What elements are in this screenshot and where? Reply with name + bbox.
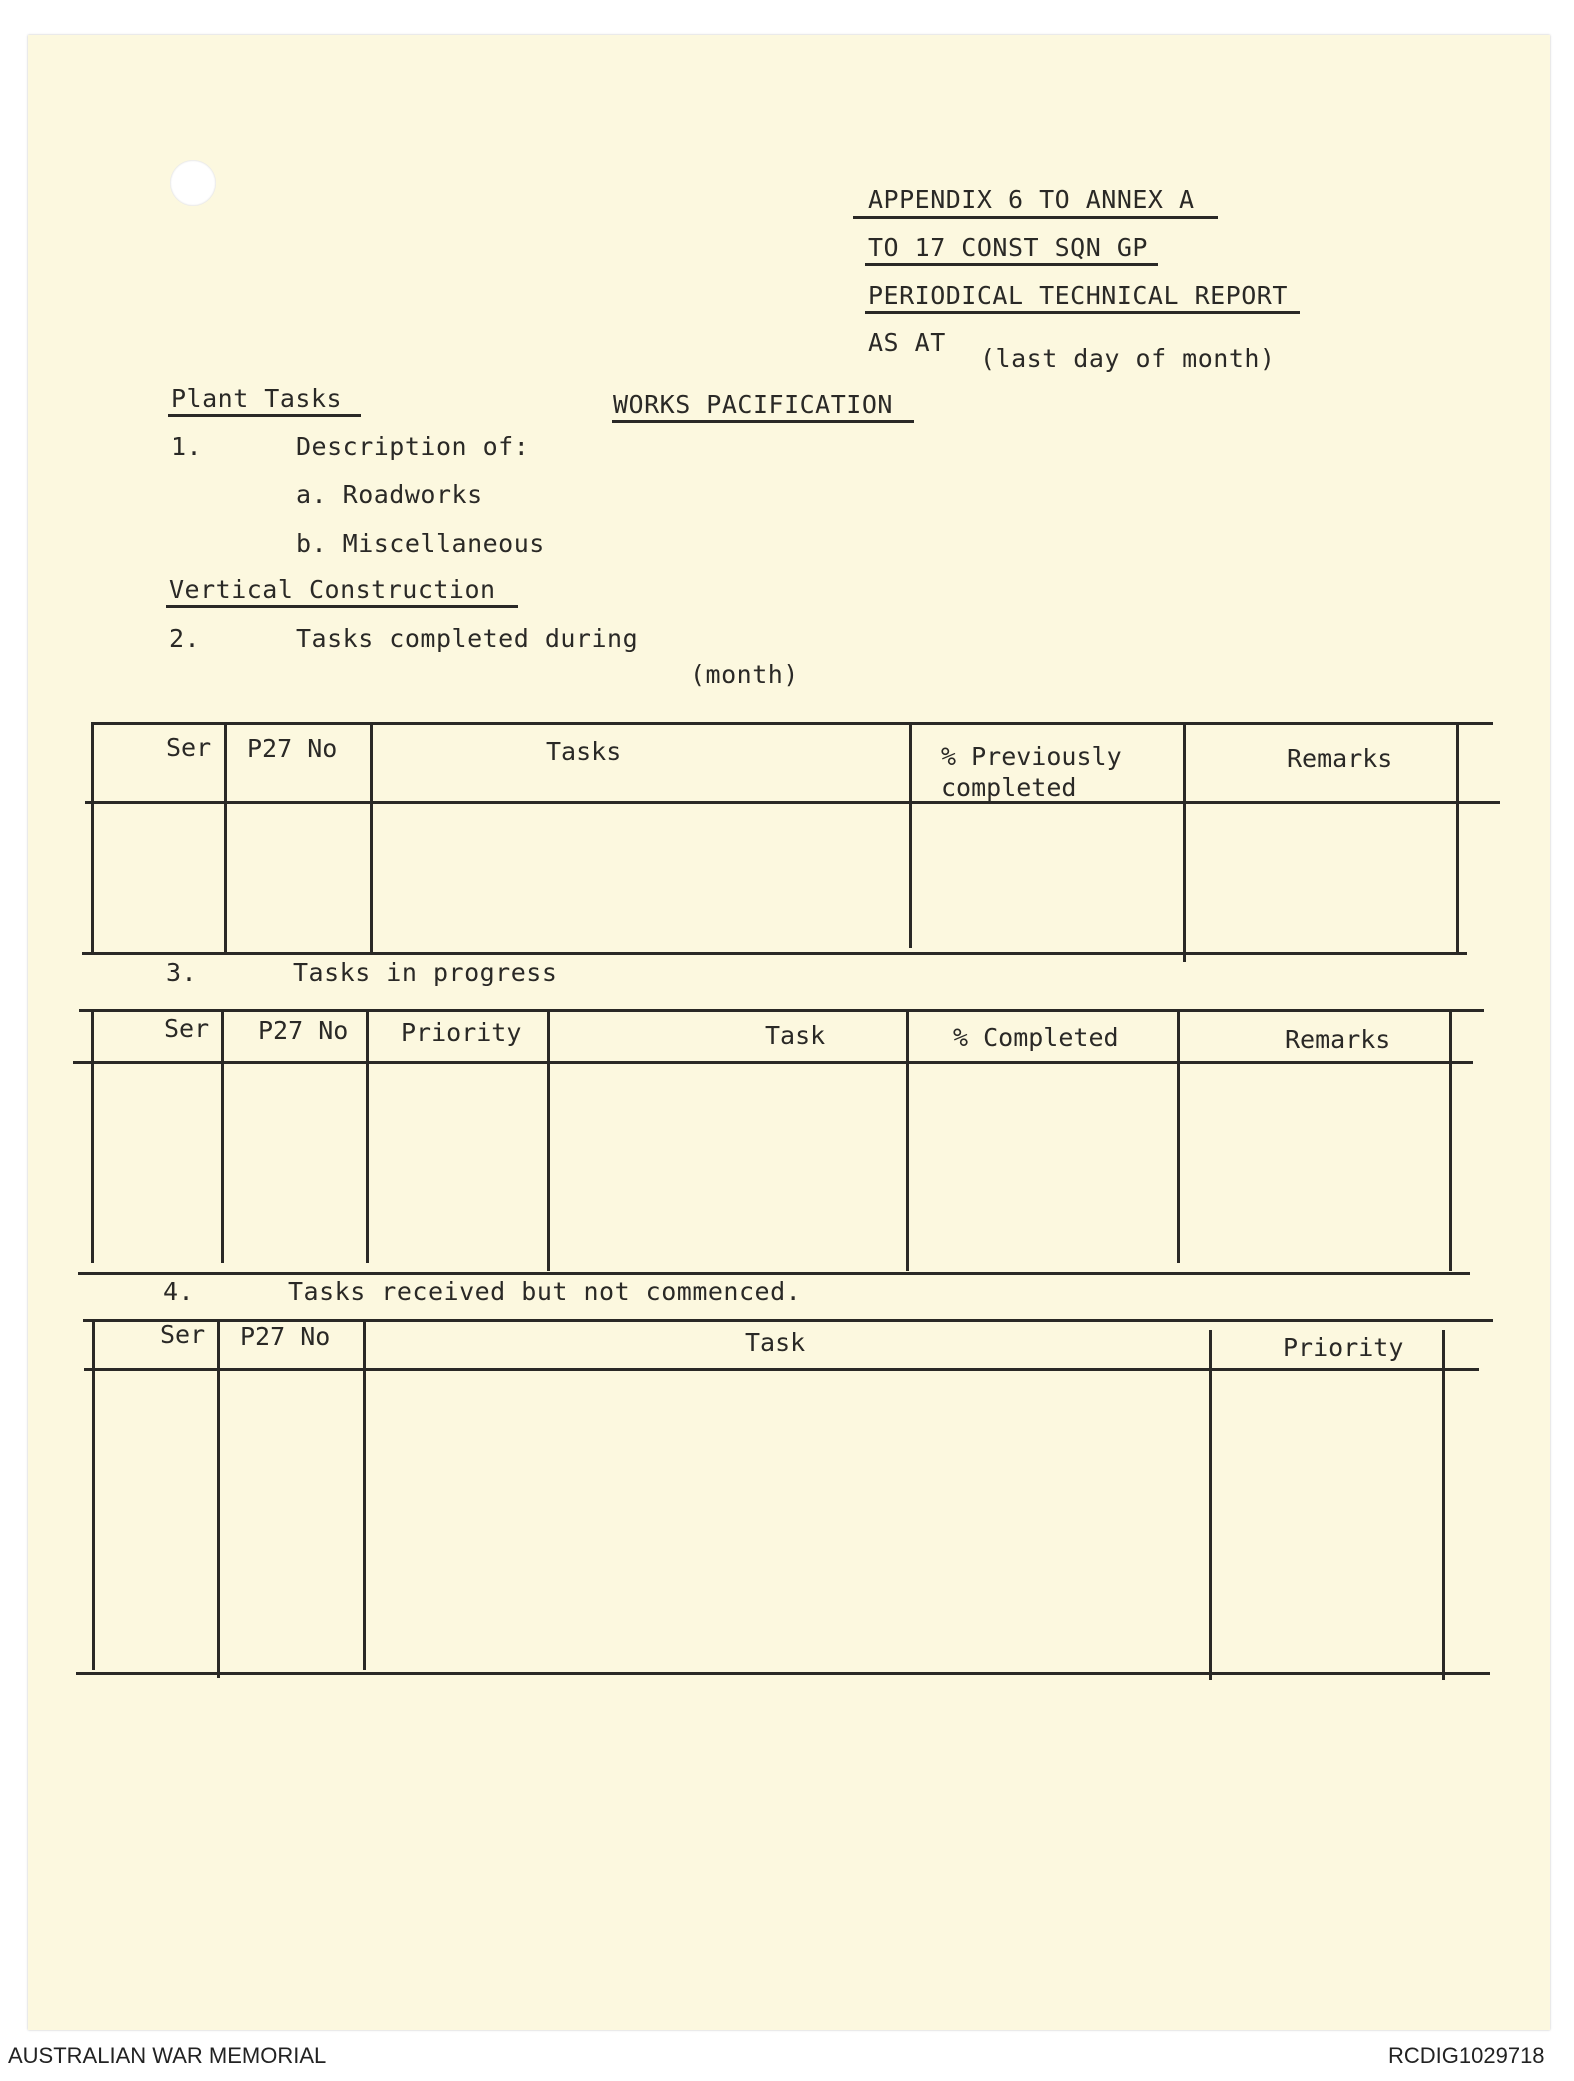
unit-line: TO 17 CONST SQN GP xyxy=(868,233,1148,262)
table1-divider xyxy=(224,722,227,954)
table3-divider xyxy=(363,1319,366,1670)
table3-bottom-rule xyxy=(76,1672,1490,1675)
col-remarks: Remarks xyxy=(1287,744,1393,773)
table2-border-left xyxy=(91,1009,94,1263)
col-priority: Priority xyxy=(401,1018,522,1047)
tasks-in-progress-label: Tasks in progress xyxy=(293,958,558,987)
description-label: Description of: xyxy=(296,432,530,461)
table2-border-right xyxy=(1449,1009,1452,1271)
table3-header-rule xyxy=(84,1368,1479,1371)
table2-bottom-rule xyxy=(78,1272,1470,1275)
col-task: Task xyxy=(765,1021,826,1050)
col-p27-no: P27 No xyxy=(240,1322,331,1351)
table2-divider xyxy=(547,1009,550,1271)
doc-title-underline xyxy=(612,420,914,423)
col-remarks: Remarks xyxy=(1285,1025,1391,1054)
table2-divider xyxy=(366,1009,369,1263)
vertical-construction-heading: Vertical Construction xyxy=(169,575,496,604)
col-previously-completed: completed xyxy=(941,773,1077,802)
table1-top-rule xyxy=(93,722,1493,725)
item-miscellaneous: b. Miscellaneous xyxy=(296,529,545,558)
punch-hole xyxy=(170,160,216,206)
table2-header-rule xyxy=(73,1061,1473,1064)
col-percent-completed: % Completed xyxy=(953,1023,1119,1052)
table1-border-left xyxy=(91,722,94,954)
table1-divider xyxy=(1183,722,1186,962)
footer-source: AUSTRALIAN WAR MEMORIAL xyxy=(8,2043,327,2068)
col-p27-no: P27 No xyxy=(247,734,338,763)
plant-tasks-heading: Plant Tasks xyxy=(171,384,343,413)
col-ser: Ser xyxy=(160,1320,206,1349)
table1-divider xyxy=(370,722,373,954)
section-4-number: 4. xyxy=(163,1277,195,1306)
col-ser: Ser xyxy=(164,1014,210,1043)
item-roadworks: a. Roadworks xyxy=(296,480,483,509)
col-tasks: Tasks xyxy=(546,737,622,766)
table3-border-left xyxy=(92,1319,95,1670)
col-ser: Ser xyxy=(166,733,212,762)
plant-tasks-underline xyxy=(168,414,361,417)
table3-divider xyxy=(1209,1330,1212,1680)
table2-top-rule xyxy=(79,1009,1484,1012)
table1-divider xyxy=(909,722,912,948)
table2-divider xyxy=(1177,1009,1180,1263)
section-2-number: 2. xyxy=(169,624,201,653)
col-previously: % Previously xyxy=(941,742,1122,771)
section-3-number: 3. xyxy=(166,958,198,987)
col-priority: Priority xyxy=(1283,1333,1404,1362)
as-at-label: AS AT xyxy=(868,328,946,357)
section-1-number: 1. xyxy=(171,432,203,461)
month-placeholder: (month) xyxy=(690,660,799,689)
table3-divider xyxy=(217,1319,220,1678)
report-title-underline xyxy=(865,311,1300,314)
footer-record-id: RCDIG1029718 xyxy=(1388,2043,1545,2068)
table3-border-right xyxy=(1442,1330,1445,1680)
table2-divider xyxy=(906,1009,909,1271)
as-at-note: (last day of month) xyxy=(980,344,1276,373)
appendix-line: APPENDIX 6 TO ANNEX A xyxy=(868,185,1195,214)
vertical-construction-underline xyxy=(166,605,518,608)
report-title: PERIODICAL TECHNICAL REPORT xyxy=(868,281,1288,310)
tasks-completed-label: Tasks completed during xyxy=(296,624,639,653)
table1-bottom-rule xyxy=(82,952,1467,955)
doc-title: WORKS PACIFICATION xyxy=(613,390,893,419)
col-task: Task xyxy=(745,1328,806,1357)
unit-underline xyxy=(865,263,1158,266)
tasks-received-label: Tasks received but not commenced. xyxy=(288,1277,802,1306)
col-p27-no: P27 No xyxy=(258,1016,349,1045)
table2-divider xyxy=(221,1009,224,1263)
table1-header-rule xyxy=(85,801,1500,804)
appendix-underline xyxy=(853,216,1218,219)
table1-border-right xyxy=(1456,722,1459,954)
